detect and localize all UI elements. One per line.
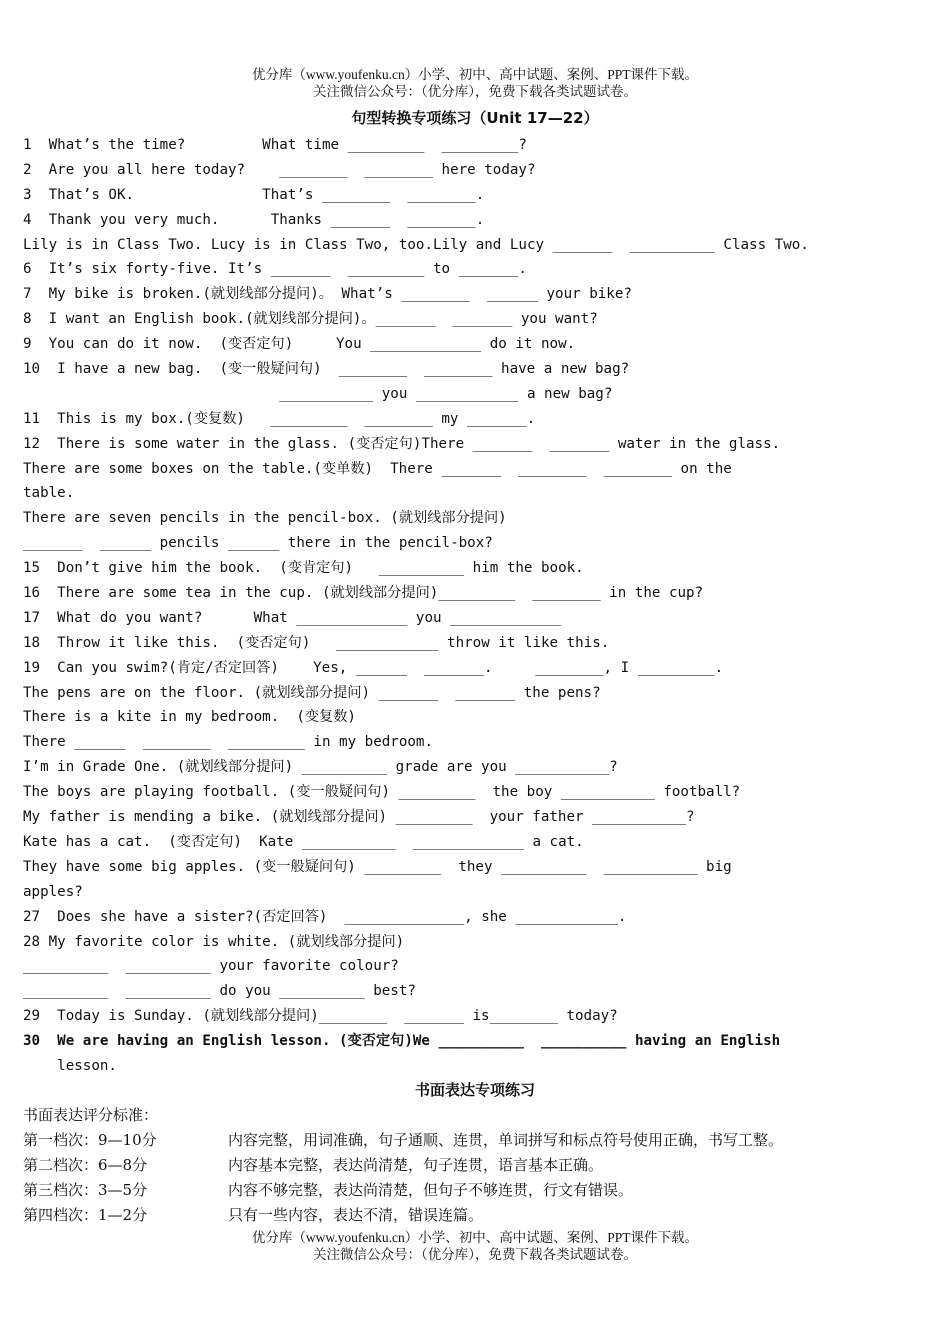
exercise-line: apples? (23, 883, 83, 900)
exercise-line: 19 Can you swim?(肯定/否定回答) Yes, ______ _______. ________, I _________. (23, 659, 724, 676)
exercise-line: _______ ______ pencils ______ there in the pencil-box? (23, 535, 493, 552)
exercise-line: 12 There is some water in the glass. (变否定句)There _______ _______ water in the glass. (23, 435, 781, 452)
exercise-line: ___________ you ____________ a new bag? (23, 385, 613, 402)
exercise-line: 16 There are some tea in the cup. (就划线部分提问)_________ ________ in the cup? (23, 585, 704, 602)
exercise-line: 9 You can do it now. (变否定句) You _____________ do it now. (23, 336, 576, 353)
criteria-desc: 只有一些内容，表达不清，错误连篇。 (228, 1206, 484, 1224)
exercise-line: 4 Thank you very much. Thanks _______ ________. (23, 211, 485, 228)
exercise-line: There are some boxes on the table.(变单数) There _______ ________ ________ on the (23, 460, 732, 477)
page-footer (0, 1229, 950, 1263)
exercise-line: 8 I want an English book.(就划线部分提问)。_______ _______ you want? (23, 311, 598, 328)
exercise-line: There ______ ________ _________ in my bedroom. (23, 734, 433, 751)
exercise-line: 7 My bike is broken.(就划线部分提问)。 What’s ________ ______ your bike? (23, 286, 632, 303)
footer-line-2: 关注微信公众号：（优分库），免费下载各类试题试卷。 (313, 1247, 637, 1262)
criteria-desc: 内容完整，用词准确，句子通顺、连贯，单词拼写和标点符号使用正确，书写工整。 (228, 1131, 784, 1149)
page-header (0, 66, 950, 100)
header-line-1: 优分库（www.youfenku.cn）小学、初中、高中试题、案例、PPT课件下载。 (251, 67, 699, 82)
exercise-line: Lily is in Class Two. Lucy is in Class Two, too.Lily and Lucy _______ __________ Class Two. (23, 236, 809, 253)
criteria-level: 第一档次：9—10分 (23, 1131, 157, 1149)
exercise-line: 30 We are having an English lesson. (变否定句)We __________ __________ having an English (23, 1033, 781, 1050)
exercise-line: My father is mending a bike. (就划线部分提问) _________ your father ___________? (23, 809, 695, 826)
exercise-line: 2 Are you all here today? ________ ________ here today? (23, 161, 536, 178)
criteria-row (23, 1178, 933, 1203)
criteria-row (23, 1153, 933, 1178)
exercise-line: 11 This is my box.(变复数) _________ ________ my _______. (23, 410, 536, 427)
exercise-line: There is a kite in my bedroom. (变复数) (23, 709, 356, 726)
exercise-line: 29 Today is Sunday. (就划线部分提问)________ _______ is________ today? (23, 1008, 618, 1025)
criteria-level: 第四档次：1—2分 (23, 1206, 148, 1224)
exercise-line: The pens are on the floor. (就划线部分提问) _______ _______ the pens? (23, 684, 601, 701)
exercise-line: 3 That’s OK. That’s ________ ________. (23, 186, 485, 203)
exercise-line: 6 It’s six forty-five. It’s _______ _________ to _______. (23, 261, 527, 278)
section-title: 书面表达专项练习 (414, 1081, 535, 1099)
exercise-line: 28 My favorite color is white. (就划线部分提问) (23, 933, 405, 950)
criteria-row (23, 1128, 933, 1153)
footer-line-1: 优分库（www.youfenku.cn）小学、初中、高中试题、案例、PPT课件下载。 (251, 1230, 699, 1245)
exercise-line: __________ __________ your favorite colour? (23, 958, 399, 975)
exercise-line: table. (23, 485, 75, 502)
criteria-desc: 内容基本完整，表达尚清楚，句子连贯，语言基本正确。 (228, 1156, 604, 1174)
exercise-line: The boys are playing football. (变一般疑问句) _________ the boy ___________ football? (23, 784, 741, 801)
criteria-level: 第三档次：3—5分 (23, 1181, 148, 1199)
scoring-criteria (23, 1103, 933, 1228)
exercise-line: 1 What’s the time? What time _________ _________? (23, 137, 527, 153)
exercise-line: They have some big apples. (变一般疑问句) _________ they __________ ___________ big (23, 858, 732, 875)
exercise-line: 27 Does she have a sister?(否定回答) ______________, she ____________. (23, 908, 627, 925)
exercise-line: 17 What do you want? What _____________ you _____________ (23, 609, 562, 626)
criteria-row (23, 1203, 933, 1228)
exercise-line: lesson. (23, 1057, 117, 1074)
exercise-title: 句型转换专项练习（Unit 17—22） (351, 109, 599, 127)
exercise-line: Kate has a cat. (变否定句) Kate ___________ _____________ a cat. (23, 833, 584, 850)
header-line-2: 关注微信公众号：（优分库），免费下载各类试题试卷。 (313, 84, 637, 99)
exercise-line: I’m in Grade One. (就划线部分提问) __________ grade are you ___________? (23, 759, 618, 776)
criteria-desc: 内容不够完整，表达尚清楚，但句子不够连贯，行文有错误。 (228, 1181, 634, 1199)
criteria-heading: 书面表达评分标准： (23, 1106, 159, 1124)
exercise-line: 18 Throw it like this. (变否定句) ____________ throw it like this. (23, 634, 610, 651)
exercise-line: 10 I have a new bag. (变一般疑问句) ________ ________ have a new bag? (23, 361, 630, 378)
exercise-line: __________ __________ do you __________ best? (23, 983, 416, 1000)
criteria-level: 第二档次：6—8分 (23, 1156, 148, 1174)
exercise-line: There are seven pencils in the pencil-box. (就划线部分提问) (23, 510, 507, 527)
exercise-line: 15 Don’t give him the book. (变肯定句) __________ him the book. (23, 560, 584, 577)
exercise-list (23, 133, 933, 1079)
